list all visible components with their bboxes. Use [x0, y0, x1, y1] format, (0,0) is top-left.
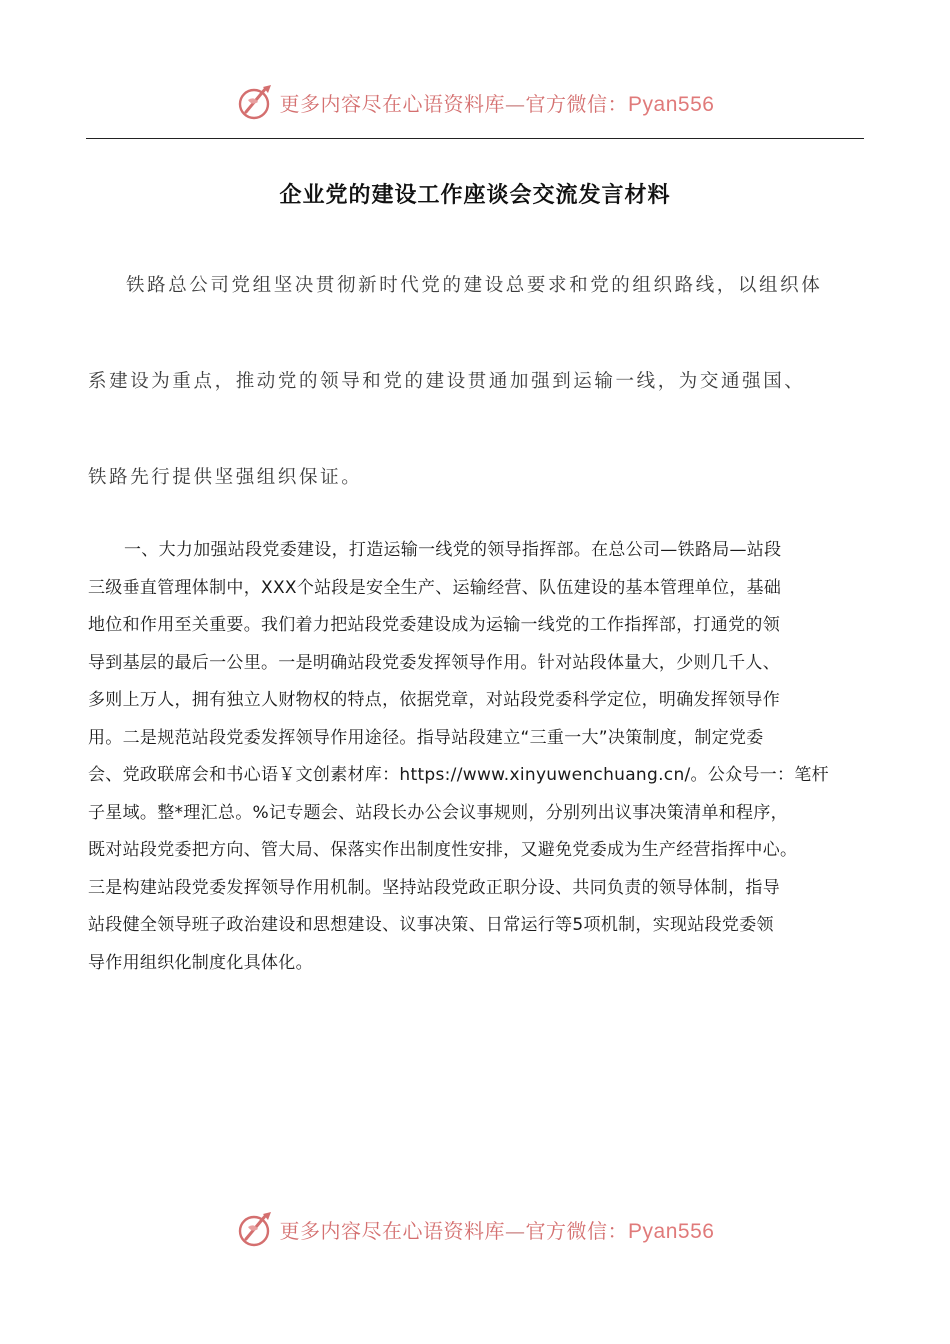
- intro-line: 铁路总公司党组坚决贯彻新时代党的建设总要求和党的组织路线，以组织体: [126, 275, 823, 296]
- intro-line: 系建设为重点，推动党的领导和党的建设贯通加强到运输一线，为交通强国、: [88, 371, 806, 392]
- intro-line: 铁路先行提供坚强组织保证。: [88, 467, 363, 488]
- header-rule: [86, 138, 864, 139]
- body-line: 既对站段党委把方向、管大局、保落实作出制度性安排，又避免党委成为生产经营指挥中心。: [88, 840, 798, 860]
- body-line: 一、大力加强站段党委建设，打造运输一线党的领导指挥部。在总公司—铁路局—站段: [124, 540, 782, 560]
- body-line: 导作用组织化制度化具体化。: [88, 952, 313, 973]
- document-title: 企业党的建设工作座谈会交流发言材料: [279, 182, 671, 208]
- watermark-text: 更多内容尽在心语资料库—官方微信：Pyan556: [279, 1218, 715, 1243]
- body-line: 三级垂直管理体制中，XXX个站段是安全生产、运输经营、队伍建设的基本管理单位，基础: [88, 577, 782, 598]
- body-line: 导到基层的最后一公里。一是明确站段党委发挥领导作用。针对站段体量大，少则几千人、: [88, 652, 780, 673]
- body-line: 地位和作用至关重要。我们着力把站段党委建设成为运输一线党的工作指挥部，打通党的领: [88, 615, 780, 635]
- body-line: 用。二是规范站段党委发挥领导作用途径。指导站段建立“三重一大”决策制度，制定党委: [88, 727, 764, 748]
- body-line: 多则上万人，拥有独立人财物权的特点，依据党章，对站段党委科学定位，明确发挥领导作: [88, 690, 780, 710]
- body-line: 会、党政联席会和书心语￥文创素材库：https://www.xinyuwenchuang.cn/。公众号一：笔杆: [88, 765, 829, 785]
- body-line: 三是构建站段党委发挥领导作用机制。坚持站段党政正职分设、共同负责的领导体制，指导: [88, 877, 780, 898]
- section-one-paragraph: [88, 535, 878, 985]
- watermark-footer: [0, 1207, 950, 1251]
- body-line: 子星域。整*理汇总。%记专题会、站段长办公会议事规则，分别列出议事决策清单和程序，: [88, 802, 788, 823]
- body-line: 站段健全领导班子政治建设和思想建设、议事决策、日常运行等5项机制，实现站段党委领: [88, 915, 774, 935]
- watermark-text: 更多内容尽在心语资料库—官方微信：Pyan556: [279, 91, 715, 116]
- intro-paragraph: [88, 266, 868, 554]
- pen-logo-icon: [236, 1209, 276, 1249]
- pen-logo-icon: [236, 82, 276, 122]
- watermark-header: [0, 80, 950, 124]
